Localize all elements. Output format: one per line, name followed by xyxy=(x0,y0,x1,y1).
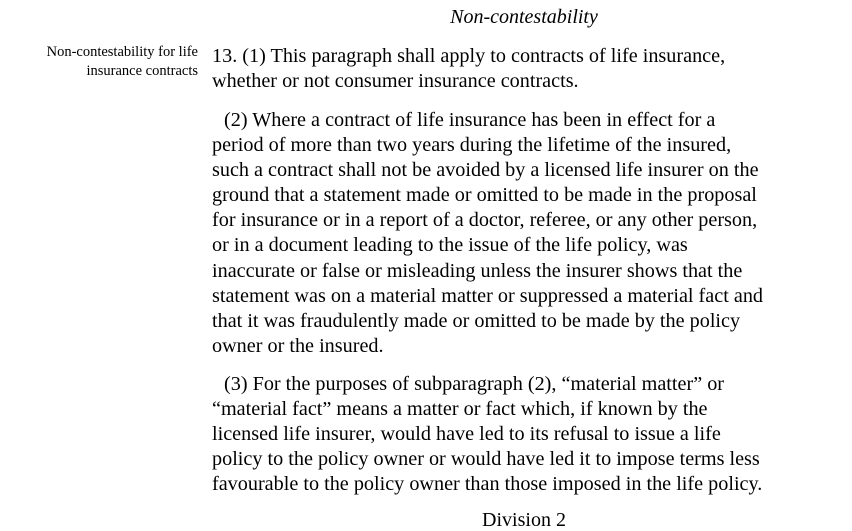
paragraph-line: ground that a statement made or omitted to be made in the proposal xyxy=(212,184,757,207)
paragraph-line: (3) For the purposes of subparagraph (2), “material matter” or xyxy=(224,373,725,395)
paragraph-line: owner or the insured. xyxy=(212,334,384,357)
paragraph-line: (2) Where a contract of life insurance has been in effect for a xyxy=(224,109,716,131)
paragraph-line: such a contract shall not be avoided by a licensed life insurer on the xyxy=(212,159,759,182)
subparagraph-3 xyxy=(212,372,840,497)
division-heading: Division 2 xyxy=(482,509,566,531)
paragraph-line: that it was fraudulently made or omitted to be made by the policy xyxy=(212,309,741,332)
margin-note-line-1: Non-contestability for life xyxy=(46,44,198,60)
paragraph-line: inaccurate or false or misleading unless the insurer shows that the xyxy=(212,259,743,282)
paragraph-line: period of more than two years during the lifetime of the insured, xyxy=(212,134,732,157)
section-heading: Non-contestability xyxy=(450,6,598,28)
margin-note-line-2: insurance contracts xyxy=(86,63,198,79)
margin-note xyxy=(0,43,198,81)
subparagraph-2 xyxy=(212,108,840,359)
paragraph-line: or in a document leading to the issue of the life policy, was xyxy=(212,234,688,257)
paragraph-line: licensed life insurer, would have led to its refusal to issue a life xyxy=(212,423,721,446)
paragraph-13 xyxy=(212,44,840,94)
paragraph-line: statement was on a material matter or suppressed a material fact and xyxy=(212,284,764,307)
paragraph-line: “material fact” means a matter or fact which, if known by the xyxy=(212,398,708,421)
paragraph-line: whether or not consumer insurance contracts. xyxy=(212,70,579,93)
paragraph-line: for insurance or in a report of a doctor, referee, or any other person, xyxy=(212,209,758,232)
paragraph-line: 13. (1) This paragraph shall apply to contracts of life insurance, xyxy=(212,45,726,67)
paragraph-line: favourable to the policy owner than those imposed in the life policy. xyxy=(212,473,763,496)
paragraph-line: policy to the policy owner or would have led it to impose terms less xyxy=(212,448,760,471)
